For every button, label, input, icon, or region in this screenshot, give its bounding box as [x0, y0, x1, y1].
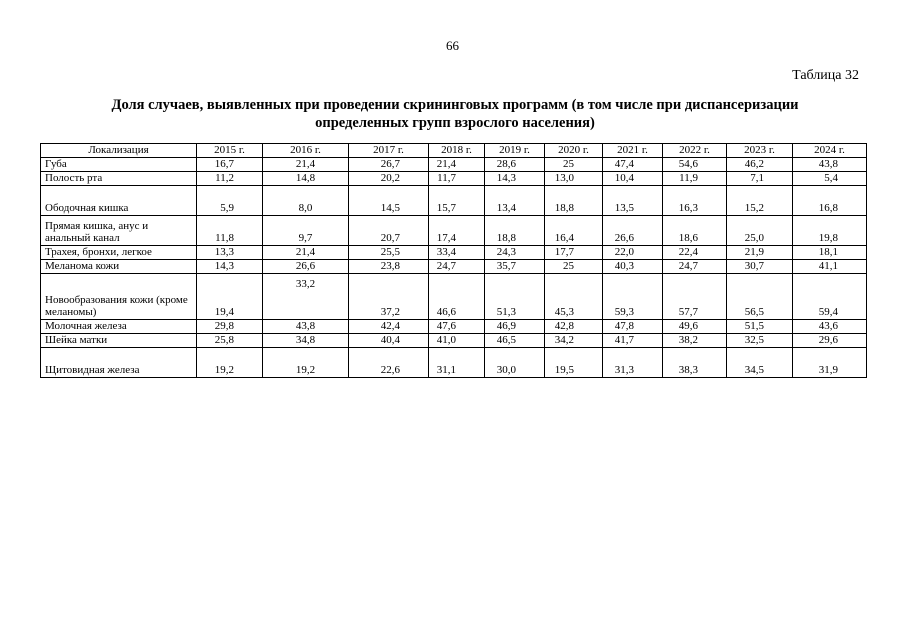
table-row	[41, 320, 867, 334]
cell-2020: 13,0	[545, 172, 603, 186]
cell-2021: 10,4	[603, 172, 663, 186]
table-row	[41, 274, 867, 320]
cell-2016: 34,8	[263, 334, 349, 348]
header-2015: 2015 г.	[197, 144, 263, 158]
row-localization: Щитовидная железа	[41, 348, 197, 378]
cell-2022: 11,9	[663, 172, 727, 186]
cell-2020: 45,3	[545, 274, 603, 320]
table-row	[41, 348, 867, 378]
cell-2022: 57,7	[663, 274, 727, 320]
cell-2019: 51,3	[485, 274, 545, 320]
table-row	[41, 186, 867, 216]
cell-2022: 16,3	[663, 186, 727, 216]
document-title	[60, 96, 850, 132]
cell-2015: 19,2	[197, 348, 263, 378]
cell-2021: 41,7	[603, 334, 663, 348]
cell-2016: 8,0	[263, 186, 349, 216]
cell-2023: 25,0	[727, 216, 793, 246]
cell-2016: 21,4	[263, 246, 349, 260]
cell-2024: 29,6	[793, 334, 867, 348]
cell-2023: 30,7	[727, 260, 793, 274]
cell-2024: 59,4	[793, 274, 867, 320]
cell-2023: 7,1	[727, 172, 793, 186]
cell-2023: 15,2	[727, 186, 793, 216]
header-2020: 2020 г.	[545, 144, 603, 158]
cell-2021: 47,4	[603, 158, 663, 172]
cell-2021: 13,5	[603, 186, 663, 216]
cell-2019: 24,3	[485, 246, 545, 260]
cell-2023: 56,5	[727, 274, 793, 320]
cell-2017: 20,2	[349, 172, 429, 186]
cell-2018: 11,7	[429, 172, 485, 186]
cell-2020: 42,8	[545, 320, 603, 334]
cell-2018: 17,4	[429, 216, 485, 246]
cell-2022: 24,7	[663, 260, 727, 274]
row-localization: Губа	[41, 158, 197, 172]
cell-2015: 11,2	[197, 172, 263, 186]
cell-2019: 30,0	[485, 348, 545, 378]
cell-2018: 24,7	[429, 260, 485, 274]
cell-2015: 16,7	[197, 158, 263, 172]
table-row	[41, 334, 867, 348]
cell-2024: 31,9	[793, 348, 867, 378]
cell-2023: 46,2	[727, 158, 793, 172]
cell-2024: 43,6	[793, 320, 867, 334]
table-row	[41, 216, 867, 246]
cell-2023: 51,5	[727, 320, 793, 334]
cell-2015: 29,8	[197, 320, 263, 334]
cell-2021: 40,3	[603, 260, 663, 274]
cell-2021: 47,8	[603, 320, 663, 334]
cell-2021: 59,3	[603, 274, 663, 320]
cell-2021: 31,3	[603, 348, 663, 378]
cell-2022: 38,2	[663, 334, 727, 348]
table-header-row	[41, 144, 867, 158]
cell-2020: 25	[545, 260, 603, 274]
header-2021: 2021 г.	[603, 144, 663, 158]
cell-2022: 49,6	[663, 320, 727, 334]
cell-2023: 32,5	[727, 334, 793, 348]
cell-2020: 25	[545, 158, 603, 172]
header-2017: 2017 г.	[349, 144, 429, 158]
cell-2018: 15,7	[429, 186, 485, 216]
cell-2017: 25,5	[349, 246, 429, 260]
cell-2017: 23,8	[349, 260, 429, 274]
cell-2015: 25,8	[197, 334, 263, 348]
row-localization: Шейка матки	[41, 334, 197, 348]
row-localization: Новообразования кожи (кроме меланомы)	[41, 274, 197, 320]
cell-2018: 47,6	[429, 320, 485, 334]
cell-2017: 26,7	[349, 158, 429, 172]
cell-2021: 22,0	[603, 246, 663, 260]
row-localization: Прямая кишка, анус и анальный канал	[41, 216, 197, 246]
cell-2024: 16,8	[793, 186, 867, 216]
header-2022: 2022 г.	[663, 144, 727, 158]
cell-2018: 41,0	[429, 334, 485, 348]
cell-2015: 13,3	[197, 246, 263, 260]
cell-2019: 28,6	[485, 158, 545, 172]
cell-2021: 26,6	[603, 216, 663, 246]
cell-2018: 31,1	[429, 348, 485, 378]
cell-2017: 37,2	[349, 274, 429, 320]
cell-2015: 5,9	[197, 186, 263, 216]
cell-2019: 18,8	[485, 216, 545, 246]
table-row	[41, 246, 867, 260]
cell-2020: 17,7	[545, 246, 603, 260]
header-localization: Локализация	[41, 144, 197, 158]
header-2016: 2016 г.	[263, 144, 349, 158]
cell-2016: 9,7	[263, 216, 349, 246]
header-2023: 2023 г.	[727, 144, 793, 158]
cell-2022: 18,6	[663, 216, 727, 246]
cell-2018: 21,4	[429, 158, 485, 172]
cell-2017: 20,7	[349, 216, 429, 246]
cell-2018: 46,6	[429, 274, 485, 320]
cell-2016: 43,8	[263, 320, 349, 334]
row-localization: Молочная железа	[41, 320, 197, 334]
cell-2020: 18,8	[545, 186, 603, 216]
cell-2024: 41,1	[793, 260, 867, 274]
cell-2020: 34,2	[545, 334, 603, 348]
table-label: Таблица 32	[792, 68, 859, 83]
cell-2024: 19,8	[793, 216, 867, 246]
cell-2019: 13,4	[485, 186, 545, 216]
table-row	[41, 172, 867, 186]
screening-table	[40, 143, 867, 378]
cell-2020: 19,5	[545, 348, 603, 378]
cell-2017: 40,4	[349, 334, 429, 348]
cell-2017: 22,6	[349, 348, 429, 378]
cell-2018: 33,4	[429, 246, 485, 260]
header-2019: 2019 г.	[485, 144, 545, 158]
cell-2015: 11,8	[197, 216, 263, 246]
title-line-2: определенных групп взрослого населения)	[315, 115, 595, 131]
row-localization: Трахея, бронхи, легкое	[41, 246, 197, 260]
cell-2024: 5,4	[793, 172, 867, 186]
cell-2022: 38,3	[663, 348, 727, 378]
cell-2016: 14,8	[263, 172, 349, 186]
cell-2015: 19,4	[197, 274, 263, 320]
cell-2019: 46,5	[485, 334, 545, 348]
cell-2022: 54,6	[663, 158, 727, 172]
cell-2016: 26,6	[263, 260, 349, 274]
cell-2022: 22,4	[663, 246, 727, 260]
page-number: 66	[446, 38, 459, 53]
cell-2019: 46,9	[485, 320, 545, 334]
cell-2024: 18,1	[793, 246, 867, 260]
cell-2017: 42,4	[349, 320, 429, 334]
cell-2016: 21,4	[263, 158, 349, 172]
cell-2023: 34,5	[727, 348, 793, 378]
row-localization: Полость рта	[41, 172, 197, 186]
cell-2019: 35,7	[485, 260, 545, 274]
header-2018: 2018 г.	[429, 144, 485, 158]
row-localization: Ободочная кишка	[41, 186, 197, 216]
cell-2019: 14,3	[485, 172, 545, 186]
cell-2015: 14,3	[197, 260, 263, 274]
row-localization: Меланома кожи	[41, 260, 197, 274]
cell-2024: 43,8	[793, 158, 867, 172]
cell-2017: 14,5	[349, 186, 429, 216]
cell-2016: 19,2	[263, 348, 349, 378]
table-row	[41, 260, 867, 274]
cell-2023: 21,9	[727, 246, 793, 260]
cell-2016: 33,2	[263, 274, 349, 320]
cell-2020: 16,4	[545, 216, 603, 246]
header-2024: 2024 г.	[793, 144, 867, 158]
title-line-1: Доля случаев, выявленных при проведении скрининговых программ (в том числе при диспансеризации	[111, 97, 799, 113]
table-row	[41, 158, 867, 172]
